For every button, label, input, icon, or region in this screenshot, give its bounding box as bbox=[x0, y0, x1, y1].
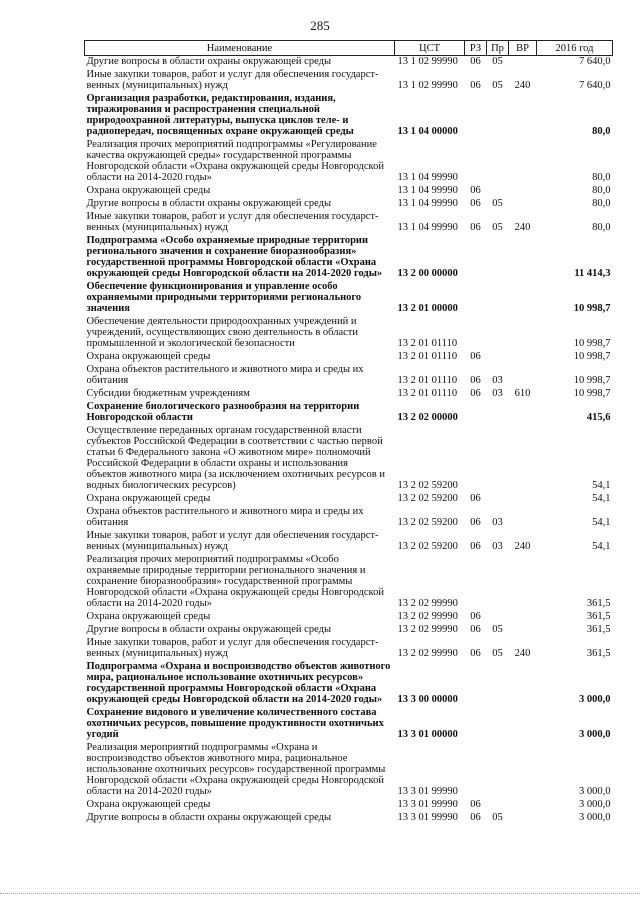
row-cst-cell: 13 3 01 99990 bbox=[397, 786, 458, 797]
table-row bbox=[85, 637, 613, 661]
row-name-cell: Другие вопросы в области охраны окружающей среды bbox=[86, 812, 331, 823]
row-cst-cell: 13 1 02 99990 bbox=[397, 80, 458, 91]
row-rz-cell: 06 bbox=[470, 351, 481, 362]
row-vr-cell bbox=[509, 554, 537, 611]
row-rz-cell: 06 bbox=[470, 222, 481, 233]
row-vr-cell bbox=[509, 139, 537, 185]
table-row bbox=[85, 425, 613, 493]
row-vr-cell bbox=[509, 185, 537, 198]
row-pr-cell: 05 bbox=[492, 80, 503, 91]
row-rz-cell bbox=[465, 554, 487, 611]
row-vr-cell bbox=[509, 364, 537, 388]
row-cst-cell: 13 3 01 99990 bbox=[397, 799, 458, 810]
row-amount-cell: 3 000,0 bbox=[579, 694, 611, 705]
row-cst-cell: 13 2 00 00000 bbox=[397, 268, 458, 279]
row-pr-cell: 03 bbox=[492, 388, 503, 399]
row-rz-cell bbox=[465, 235, 487, 281]
row-vr-cell bbox=[509, 493, 537, 506]
row-rz-cell bbox=[465, 661, 487, 707]
row-rz-cell: 06 bbox=[470, 624, 481, 635]
row-pr-cell bbox=[487, 93, 509, 139]
row-vr-cell bbox=[509, 812, 537, 825]
row-vr-cell bbox=[509, 611, 537, 624]
row-vr-cell bbox=[509, 235, 537, 281]
header-pr: Пр bbox=[487, 41, 509, 56]
row-amount-cell: 54,1 bbox=[592, 493, 611, 504]
row-name-cell: Охрана окружающей среды bbox=[86, 351, 211, 362]
table-row bbox=[85, 493, 613, 506]
table-row bbox=[85, 742, 613, 799]
row-vr-cell bbox=[509, 624, 537, 637]
row-name-cell: Осуществление переданных органам государственной власти субъектов Российской Федерации в соответствии с частью первой статьи 6 Федерального закона «О животном мире» полномочий Российской Федерации в области охраны и использования объектов животного мира (за исключением охотничьих ресурсов и водных биологических ресурсов) bbox=[86, 425, 385, 491]
row-name-cell: Реализация мероприятий подпрограммы «Охрана и воспроизводство объектов животного мира, рациональное использование охотничьих ресурсов» государственной программы Новгородской области «Охрана окружающей среды Новгородской области на 2014-2020 годы» bbox=[86, 742, 386, 797]
table-row bbox=[85, 198, 613, 211]
row-name-cell: Субсидии бюджетным учреждениям bbox=[86, 388, 250, 399]
row-amount-cell: 54,1 bbox=[592, 541, 611, 552]
row-name-cell: Реализация прочих мероприятий подпрограммы «Регулирование качества окружающей среды» государственной программы Новгородской области «Охрана окружающей среды Новгородской области на 2014-2020 годы» bbox=[86, 139, 384, 183]
table-row bbox=[85, 799, 613, 812]
row-vr-cell bbox=[509, 56, 537, 70]
table-header-row bbox=[85, 41, 613, 56]
table-row bbox=[85, 56, 613, 70]
row-cst-cell: 13 1 04 99990 bbox=[397, 198, 458, 209]
row-name-cell: Обеспечение деятельности природоохранных учреждений и учреждений, осуществляющих свою деятельность в области промышленной и экологической безопасности bbox=[86, 316, 359, 349]
row-amount-cell: 3 000,0 bbox=[579, 729, 611, 740]
row-name-cell: Охрана объектов растительного и животного мира и среды их обитания bbox=[86, 364, 364, 386]
row-cst-cell: 13 2 02 99990 bbox=[397, 598, 458, 609]
row-rz-cell bbox=[465, 316, 487, 351]
row-name-cell: Другие вопросы в области охраны окружающей среды bbox=[86, 624, 331, 635]
row-vr-cell bbox=[509, 425, 537, 493]
row-vr-cell bbox=[509, 316, 537, 351]
table-row bbox=[85, 530, 613, 554]
row-cst-cell: 13 2 02 99990 bbox=[397, 611, 458, 622]
row-vr-cell bbox=[509, 351, 537, 364]
table-row bbox=[85, 388, 613, 401]
row-name-cell: Другие вопросы в области охраны окружающей среды bbox=[86, 56, 331, 67]
row-cst-cell: 13 2 01 00000 bbox=[397, 303, 458, 314]
row-amount-cell: 11 414,3 bbox=[574, 268, 611, 279]
row-vr-cell bbox=[509, 661, 537, 707]
row-rz-cell: 06 bbox=[470, 493, 481, 504]
row-cst-cell: 13 2 01 01110 bbox=[397, 338, 458, 349]
row-name-cell: Сохранение видового и увеличение количественного состава охотничьих ресурсов, повышение продуктивности охотничьих угодий bbox=[86, 707, 384, 740]
header-year: 2016 год bbox=[537, 41, 613, 56]
table-row bbox=[85, 235, 613, 281]
row-vr-cell bbox=[509, 506, 537, 530]
row-rz-cell: 06 bbox=[470, 541, 481, 552]
row-pr-cell bbox=[487, 661, 509, 707]
row-vr-cell: 610 bbox=[514, 388, 531, 399]
row-vr-cell: 240 bbox=[514, 222, 531, 233]
budget-table bbox=[84, 40, 613, 825]
row-name-cell: Подпрограмма «Особо охраняемые природные территории регионального значения и сохранение биоразнообразия» государственной программы Новгородской области «Охрана окружающей среды Новгородской области на 2014-2020 годы» bbox=[86, 235, 383, 279]
row-amount-cell: 3 000,0 bbox=[579, 786, 611, 797]
row-pr-cell: 03 bbox=[492, 541, 503, 552]
row-name-cell: Охрана окружающей среды bbox=[86, 799, 211, 810]
row-cst-cell: 13 2 02 59200 bbox=[397, 541, 458, 552]
row-name-cell: Другие вопросы в области охраны окружающей среды bbox=[86, 198, 331, 209]
row-name-cell: Иные закупки товаров, работ и услуг для обеспечения государст-венных (муниципальных) нужд bbox=[86, 637, 379, 659]
row-name-cell: Обеспечение функционирования и управление особо охраняемыми природными территориями регионального значения bbox=[86, 281, 362, 314]
row-amount-cell: 54,1 bbox=[592, 480, 611, 491]
row-amount-cell: 54,1 bbox=[592, 517, 611, 528]
row-pr-cell bbox=[487, 351, 509, 364]
row-cst-cell: 13 1 04 99990 bbox=[397, 185, 458, 196]
row-cst-cell: 13 2 02 59200 bbox=[397, 517, 458, 528]
row-vr-cell: 240 bbox=[514, 541, 531, 552]
row-cst-cell: 13 3 01 00000 bbox=[397, 729, 458, 740]
row-pr-cell bbox=[487, 235, 509, 281]
row-name-cell: Охрана объектов растительного и животного мира и среды их обитания bbox=[86, 506, 364, 528]
row-pr-cell: 05 bbox=[492, 812, 503, 823]
row-amount-cell: 361,5 bbox=[586, 624, 611, 635]
table-row bbox=[85, 364, 613, 388]
row-cst-cell: 13 2 01 01110 bbox=[397, 351, 458, 362]
row-rz-cell: 06 bbox=[470, 375, 481, 386]
table-row bbox=[85, 812, 613, 825]
row-pr-cell: 05 bbox=[492, 56, 503, 67]
header-rz: РЗ bbox=[465, 41, 487, 56]
table-row bbox=[85, 139, 613, 185]
row-pr-cell bbox=[487, 281, 509, 316]
row-name-cell: Реализация прочих мероприятий подпрограммы «Особо охраняемые природные территории регионального значения и сохранение биоразнообразия» государственной программы Новгородской области «Охрана окружающей среды Новгородской области на 2014-2020 годы» bbox=[86, 554, 384, 609]
row-name-cell: Иные закупки товаров, работ и услуг для обеспечения государст-венных (муниципальных) нужд bbox=[86, 530, 379, 552]
row-cst-cell: 13 3 00 00000 bbox=[397, 694, 458, 705]
row-pr-cell bbox=[487, 493, 509, 506]
row-pr-cell bbox=[487, 611, 509, 624]
row-amount-cell: 361,5 bbox=[586, 648, 611, 659]
header-vr: ВР bbox=[509, 41, 537, 56]
row-rz-cell: 06 bbox=[470, 56, 481, 67]
table-body bbox=[85, 56, 613, 826]
row-cst-cell: 13 2 02 59200 bbox=[397, 493, 458, 504]
table-row bbox=[85, 185, 613, 198]
row-rz-cell bbox=[465, 707, 487, 742]
row-rz-cell: 06 bbox=[470, 198, 481, 209]
table-row bbox=[85, 506, 613, 530]
row-amount-cell: 80,0 bbox=[592, 126, 611, 137]
row-name-cell: Иные закупки товаров, работ и услуг для обеспечения государст-венных (муниципальных) нужд bbox=[86, 69, 379, 91]
row-rz-cell: 06 bbox=[470, 388, 481, 399]
row-rz-cell: 06 bbox=[470, 80, 481, 91]
table-row bbox=[85, 351, 613, 364]
row-amount-cell: 10 998,7 bbox=[573, 351, 611, 362]
row-rz-cell bbox=[465, 425, 487, 493]
header-name: Наименование bbox=[85, 41, 395, 56]
row-name-cell: Охрана окружающей среды bbox=[86, 611, 211, 622]
row-amount-cell: 10 998,7 bbox=[573, 375, 611, 386]
row-cst-cell: 13 2 02 99990 bbox=[397, 648, 458, 659]
row-amount-cell: 7 640,0 bbox=[579, 56, 611, 67]
table-row bbox=[85, 211, 613, 235]
row-cst-cell: 13 1 02 99990 bbox=[397, 56, 458, 67]
table-row bbox=[85, 611, 613, 624]
row-rz-cell bbox=[465, 93, 487, 139]
table-row bbox=[85, 281, 613, 316]
row-rz-cell bbox=[465, 139, 487, 185]
row-pr-cell bbox=[487, 707, 509, 742]
row-cst-cell: 13 2 02 99990 bbox=[397, 624, 458, 635]
row-cst-cell: 13 1 04 00000 bbox=[397, 126, 458, 137]
row-cst-cell: 13 1 04 99990 bbox=[397, 172, 458, 183]
row-amount-cell: 10 998,7 bbox=[573, 388, 611, 399]
row-amount-cell: 415,6 bbox=[586, 412, 611, 423]
row-rz-cell bbox=[465, 742, 487, 799]
row-vr-cell bbox=[509, 707, 537, 742]
row-amount-cell: 80,0 bbox=[592, 222, 611, 233]
row-rz-cell: 06 bbox=[470, 517, 481, 528]
row-rz-cell: 06 bbox=[470, 185, 481, 196]
scan-edge-divider bbox=[0, 893, 640, 895]
table-row bbox=[85, 554, 613, 611]
row-amount-cell: 10 998,7 bbox=[573, 338, 611, 349]
table-row bbox=[85, 624, 613, 637]
header-cst: ЦСТ bbox=[395, 41, 465, 56]
row-cst-cell: 13 2 01 01110 bbox=[397, 375, 458, 386]
row-cst-cell: 13 3 01 99990 bbox=[397, 812, 458, 823]
table-row bbox=[85, 69, 613, 93]
row-amount-cell: 3 000,0 bbox=[579, 799, 611, 810]
row-pr-cell bbox=[487, 799, 509, 812]
row-pr-cell: 05 bbox=[492, 648, 503, 659]
row-pr-cell bbox=[487, 742, 509, 799]
page-number: 285 bbox=[310, 18, 330, 33]
row-rz-cell: 06 bbox=[470, 611, 481, 622]
row-amount-cell: 80,0 bbox=[592, 172, 611, 183]
row-cst-cell: 13 2 01 01110 bbox=[397, 388, 458, 399]
row-pr-cell bbox=[487, 425, 509, 493]
row-amount-cell: 361,5 bbox=[586, 598, 611, 609]
row-pr-cell: 03 bbox=[492, 517, 503, 528]
table-row bbox=[85, 93, 613, 139]
row-vr-cell bbox=[509, 198, 537, 211]
row-pr-cell bbox=[487, 185, 509, 198]
row-pr-cell bbox=[487, 554, 509, 611]
row-name-cell: Иные закупки товаров, работ и услуг для обеспечения государст-венных (муниципальных) нужд bbox=[86, 211, 379, 233]
row-vr-cell bbox=[509, 401, 537, 425]
row-pr-cell: 05 bbox=[492, 222, 503, 233]
table-row bbox=[85, 316, 613, 351]
row-name-cell: Охрана окружающей среды bbox=[86, 493, 211, 504]
row-name-cell: Сохранение биологического разнообразия на территории Новгородской области bbox=[86, 401, 360, 423]
row-vr-cell: 240 bbox=[514, 648, 531, 659]
row-amount-cell: 80,0 bbox=[592, 198, 611, 209]
row-name-cell: Организация разработки, редактирования, издания, тиражирования и распространения специальной природоохранной литературы, выпуска циклов теле- и радиопередач, посвященных охране окружающей среды bbox=[86, 93, 354, 137]
row-pr-cell bbox=[487, 401, 509, 425]
row-cst-cell: 13 2 02 59200 bbox=[397, 480, 458, 491]
row-pr-cell: 05 bbox=[492, 624, 503, 635]
row-vr-cell: 240 bbox=[514, 80, 531, 91]
row-name-cell: Охрана окружающей среды bbox=[86, 185, 211, 196]
row-cst-cell: 13 2 02 00000 bbox=[397, 412, 458, 423]
row-pr-cell: 05 bbox=[492, 198, 503, 209]
row-vr-cell bbox=[509, 799, 537, 812]
row-vr-cell bbox=[509, 281, 537, 316]
row-amount-cell: 10 998,7 bbox=[573, 303, 611, 314]
row-rz-cell bbox=[465, 281, 487, 316]
row-amount-cell: 3 000,0 bbox=[579, 812, 611, 823]
table-row bbox=[85, 401, 613, 425]
row-amount-cell: 361,5 bbox=[586, 611, 611, 622]
row-pr-cell bbox=[487, 316, 509, 351]
row-cst-cell: 13 1 04 99990 bbox=[397, 222, 458, 233]
table-row bbox=[85, 661, 613, 707]
row-amount-cell: 7 640,0 bbox=[579, 80, 611, 91]
row-vr-cell bbox=[509, 742, 537, 799]
row-amount-cell: 80,0 bbox=[592, 185, 611, 196]
row-vr-cell bbox=[509, 93, 537, 139]
row-rz-cell: 06 bbox=[470, 799, 481, 810]
row-pr-cell bbox=[487, 139, 509, 185]
row-rz-cell bbox=[465, 401, 487, 425]
row-rz-cell: 06 bbox=[470, 648, 481, 659]
row-name-cell: Подпрограмма «Охрана и воспроизводство объектов животного мира, рациональное использование охотничьих ресурсов» государственной программы Новгородской области «Охрана окружающей среды Новгородской области на 2014-2020 годы» bbox=[86, 661, 391, 705]
table-row bbox=[85, 707, 613, 742]
row-rz-cell: 06 bbox=[470, 812, 481, 823]
row-pr-cell: 03 bbox=[492, 375, 503, 386]
